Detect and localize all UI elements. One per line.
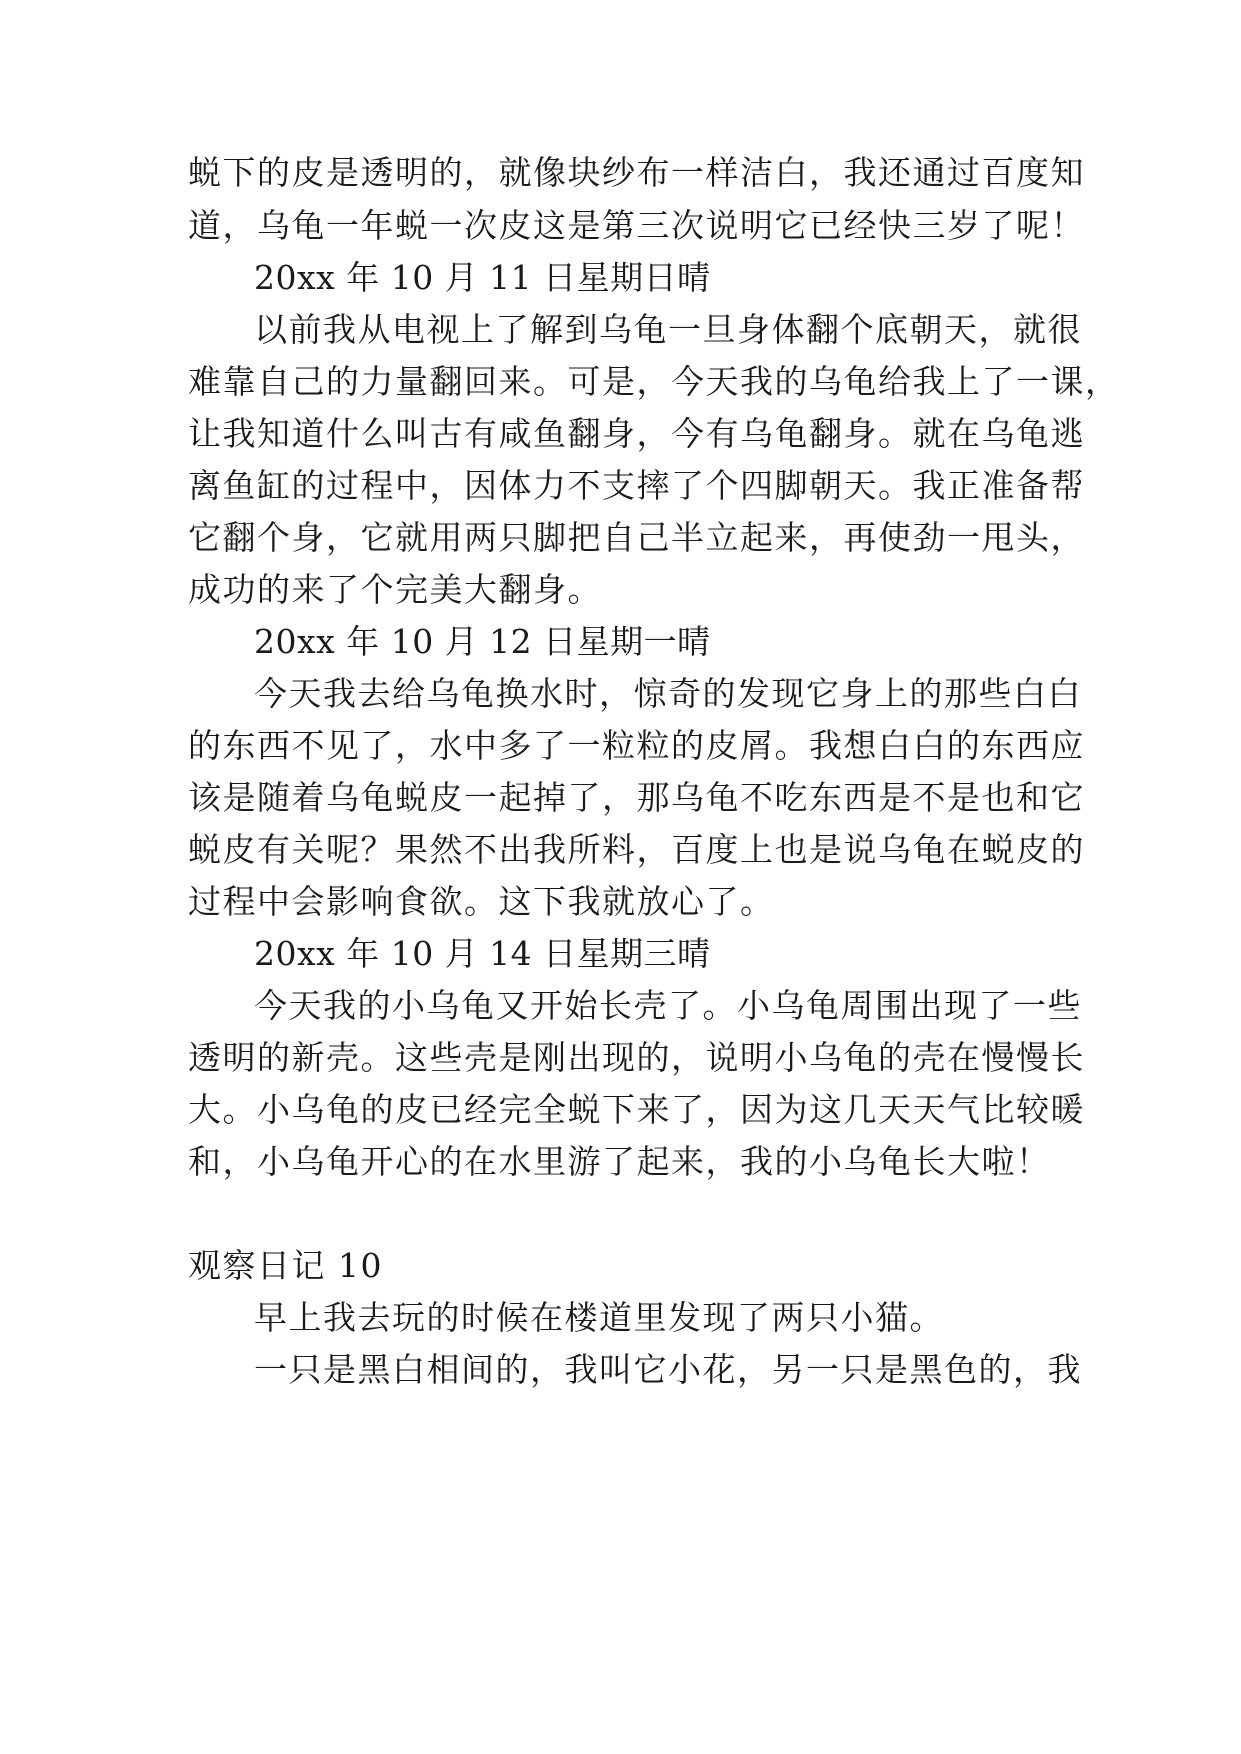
diary-date-heading: 20xx 年 10 月 14 日星期三晴 <box>254 934 711 973</box>
body-text-line: 过程中会影响食欲。这下我就放心了。 <box>188 882 775 921</box>
body-text-line: 它翻个身，它就用两只脚把自己半立起来，再使劲一甩头， <box>188 518 1085 557</box>
body-text-line: 和，小乌龟开心的在水里游了起来，我的小乌龟长大啦！ <box>188 1142 1051 1181</box>
body-text-line: 大。小乌龟的皮已经完全蜕下来了，因为这几天天气比较暖 <box>188 1090 1085 1129</box>
diary-date-heading: 20xx 年 10 月 12 日星期一晴 <box>254 622 711 661</box>
body-text-line: 的东西不见了，水中多了一粒粒的皮屑。我想白白的东西应 <box>188 726 1085 765</box>
body-text-line: 今天我的小乌龟又开始长壳了。小乌龟周围出现了一些 <box>254 986 1082 1025</box>
body-text-line: 成功的来了个完美大翻身。 <box>188 570 602 609</box>
body-text-line: 离鱼缸的过程中，因体力不支摔了个四脚朝天。我正准备帮 <box>188 466 1085 505</box>
body-text-line: 难靠自己的力量翻回来。可是，今天我的乌龟给我上了一课， <box>188 362 1120 401</box>
body-text-line: 以前我从电视上了解到乌龟一旦身体翻个底朝天，就很 <box>254 310 1082 349</box>
body-text-line: 一只是黑白相间的，我叫它小花，另一只是黑色的，我 <box>254 1350 1082 1389</box>
body-text-line: 早上我去玩的时候在楼道里发现了两只小猫。 <box>254 1298 944 1337</box>
body-text-line: 让我知道什么叫古有咸鱼翻身，今有乌龟翻身。就在乌龟逃 <box>188 414 1085 453</box>
body-text-line: 道，乌龟一年蜕一次皮这是第三次说明它已经快三岁了呢！ <box>188 206 1085 245</box>
body-text-line: 该是随着乌龟蜕皮一起掉了，那乌龟不吃东西是不是也和它 <box>188 778 1085 817</box>
body-text-line: 今天我去给乌龟换水时，惊奇的发现它身上的那些白白 <box>254 674 1082 713</box>
diary-date-heading: 20xx 年 10 月 11 日星期日晴 <box>254 258 711 297</box>
body-text-line: 透明的新壳。这些壳是刚出现的，说明小乌龟的壳在慢慢长 <box>188 1038 1085 1077</box>
body-text-line: 蜕下的皮是透明的，就像块纱布一样洁白，我还通过百度知 <box>188 153 1085 192</box>
section-title: 观察日记 10 <box>188 1246 383 1285</box>
body-text-line: 蜕皮有关呢？果然不出我所料，百度上也是说乌龟在蜕皮的 <box>188 830 1085 869</box>
